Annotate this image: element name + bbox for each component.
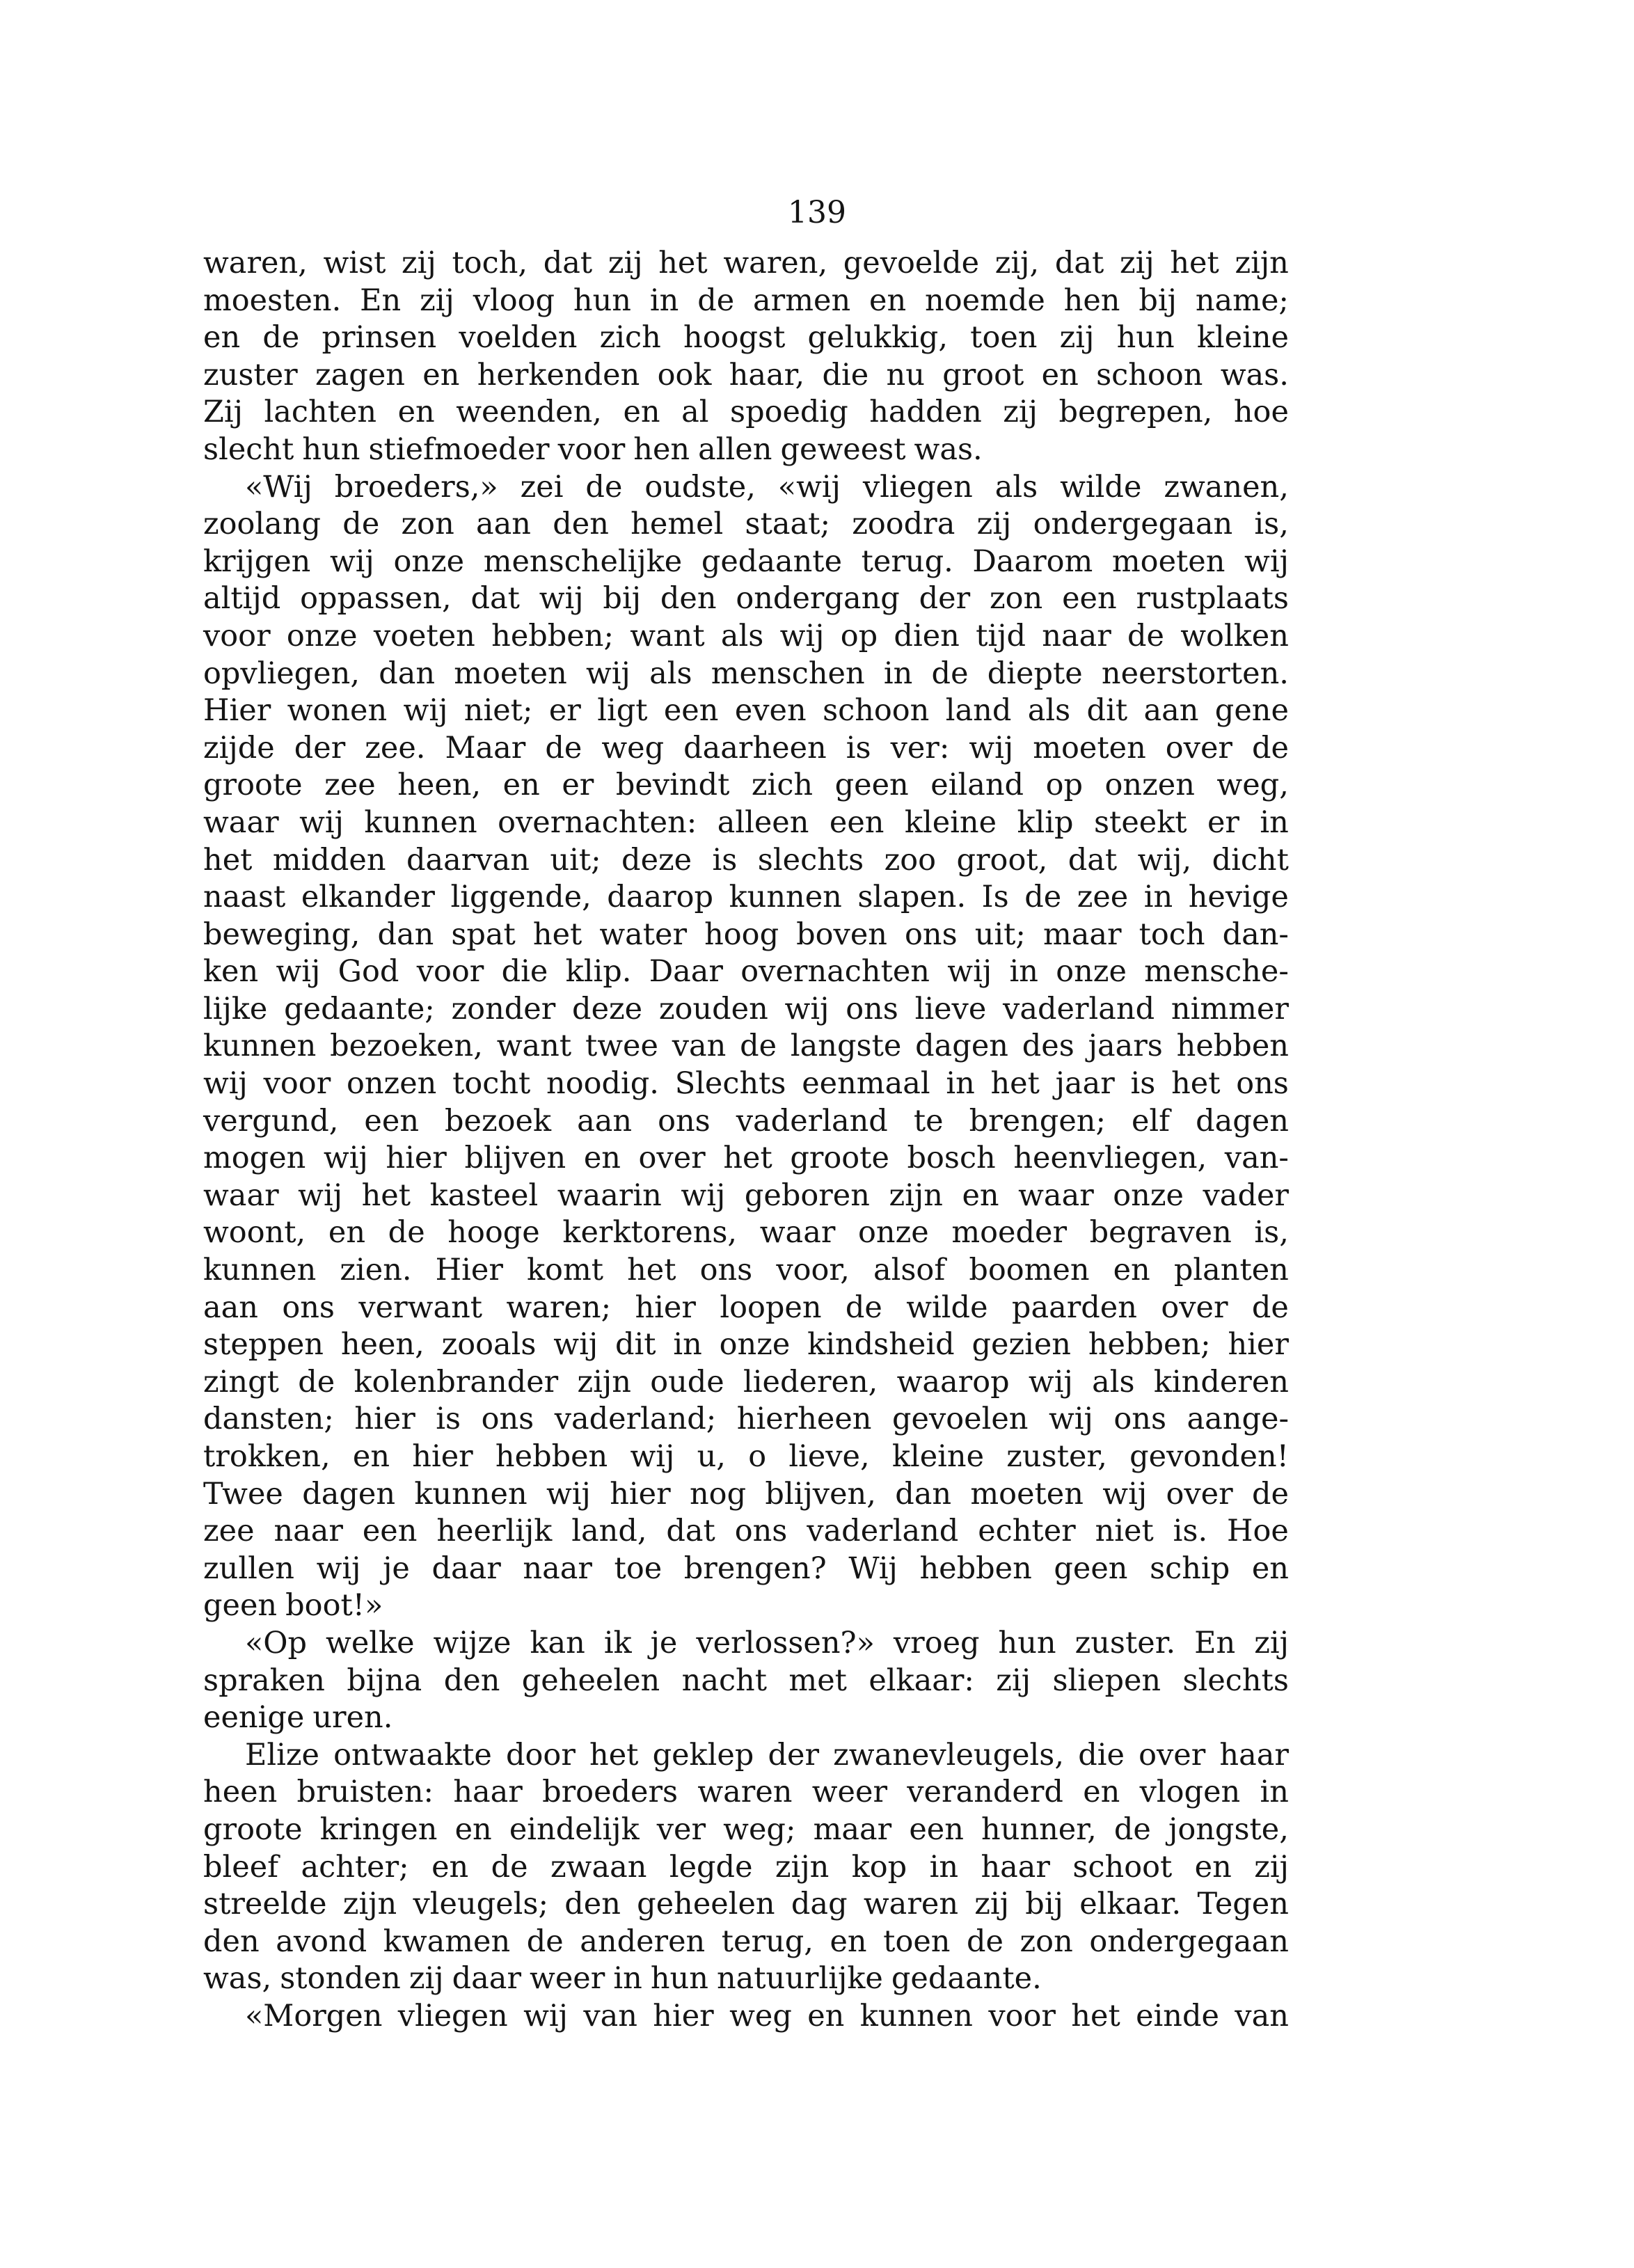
text-line: moesten. En zij vloog hun in de armen en noemde hen bij name;: [203, 283, 1289, 318]
text-line: spraken bijna den geheelen nacht met elkaar: zij sliepen slechts: [203, 1663, 1289, 1698]
text-line: aan ons verwant waren; hier loopen de wilde paarden over de: [203, 1290, 1289, 1325]
text-line: voor onze voeten hebben; want als wij op dien tijd naar de wolken: [203, 618, 1289, 653]
text-line: waren, wist zij toch, dat zij het waren, gevoelde zij, dat zij het zijn: [203, 246, 1289, 280]
page-number: 139: [788, 195, 846, 230]
text-line: zuster zagen en herkenden ook haar, die nu groot en schoon was.: [203, 357, 1289, 392]
text-line: waar wij kunnen overnachten: alleen een kleine klip steekt er in: [203, 804, 1289, 840]
text-line: altijd oppassen, dat wij bij den ondergang der zon een rustplaats: [203, 581, 1289, 617]
text-line: waar wij het kasteel waarin wij geboren zijn en waar onze vader: [203, 1177, 1289, 1213]
text-line: bleef achter; en de zwaan legde zijn kop in haar schoot en zij: [203, 1849, 1289, 1885]
text-line: naast elkander liggende, daarop kunnen slapen. Is de zee in hevige: [203, 880, 1289, 915]
text-line: dansten; hier is ons vaderland; hierheen gevoelen wij ons aange-: [203, 1402, 1289, 1437]
text-line: zoolang de zon aan den hemel staat; zoodra zij ondergegaan is,: [203, 507, 1289, 542]
text-line: zingt de kolenbrander zijn oude liederen, waarop wij als kinderen: [203, 1364, 1289, 1399]
text-line: kunnen bezoeken, want twee van de langste dagen des jaars hebben: [203, 1029, 1289, 1064]
text-line: was, stonden zij daar weer in hun natuurlijke gedaante.: [203, 1961, 1042, 1997]
text-line: en de prinsen voelden zich hoogst gelukkig, toen zij hun kleine: [203, 320, 1289, 356]
text-line: eenige uren.: [203, 1700, 393, 1736]
text-line: lijke gedaante; zonder deze zouden wij ons lieve vaderland nimmer: [203, 991, 1289, 1026]
body-text: [203, 245, 1289, 2036]
text-line: mogen wij hier blijven en over het groote bosch heenvliegen, van-: [203, 1141, 1289, 1176]
text-line: krijgen wij onze menschelijke gedaante terug. Daarom moeten wij: [203, 544, 1289, 579]
text-line: zijde der zee. Maar de weg daarheen is ver: wij moeten over de: [203, 730, 1289, 766]
text-line: streelde zijn vleugels; den geheelen dag waren zij bij elkaar. Tegen: [203, 1887, 1289, 1922]
text-line: woont, en de hooge kerktorens, waar onze moeder begraven is,: [203, 1215, 1289, 1251]
text-line: trokken, en hier hebben wij u, o lieve, kleine zuster, gevonden!: [203, 1439, 1289, 1474]
text-line: zee naar een heerlijk land, dat ons vaderland echter niet is. Hoe: [203, 1514, 1289, 1549]
text-line: Twee dagen kunnen wij hier nog blijven, dan moeten wij over de: [203, 1476, 1289, 1512]
text-line: steppen heen, zooals wij dit in onze kindsheid gezien hebben; hier: [203, 1327, 1289, 1363]
text-line: heen bruisten: haar broeders waren weer veranderd en vlogen in: [203, 1775, 1289, 1810]
text-line: «Wij broeders,» zei de oudste, «wij vliegen als wilde zwanen,: [245, 469, 1289, 505]
text-line: groote zee heen, en er bevindt zich geen eiland op onzen weg,: [203, 768, 1289, 803]
text-line: den avond kwamen de anderen terug, en toen de zon ondergegaan: [203, 1924, 1289, 1959]
text-line: wij voor onzen tocht noodig. Slechts eenmaal in het jaar is het ons: [203, 1066, 1289, 1102]
text-line: geen boot!»: [203, 1588, 383, 1624]
text-line: opvliegen, dan moeten wij als menschen in de diepte neerstorten.: [203, 656, 1289, 691]
text-line: slecht hun stiefmoeder voor hen allen geweest was.: [203, 431, 983, 467]
text-line: vergund, een bezoek aan ons vaderland te brengen; elf dagen: [203, 1103, 1289, 1139]
text-line: het midden daarvan uit; deze is slechts zoo groot, dat wij, dicht: [203, 842, 1289, 878]
text-line: beweging, dan spat het water hoog boven ons uit; maar toch dan-: [203, 917, 1289, 952]
text-line: «Morgen vliegen wij van hier weg en kunnen voor het einde van: [245, 1998, 1289, 2033]
text-line: Zij lachten en weenden, en al spoedig hadden zij begrepen, hoe: [203, 395, 1289, 430]
text-line: zullen wij je daar naar toe brengen? Wij hebben geen schip en: [203, 1551, 1289, 1586]
text-line: Hier wonen wij niet; er ligt een even schoon land als dit aan gene: [203, 693, 1289, 729]
text-line: «Op welke wijze kan ik je verlossen?» vroeg hun zuster. En zij: [245, 1625, 1289, 1660]
text-line: Elize ontwaakte door het geklep der zwanevleugels, die over haar: [245, 1737, 1289, 1773]
text-line: ken wij God voor die klip. Daar overnachten wij in onze mensche-: [203, 954, 1289, 990]
text-line: groote kringen en eindelijk ver weg; maar een hunner, de jongste,: [203, 1811, 1289, 1847]
text-line: kunnen zien. Hier komt het ons voor, alsof boomen en planten: [203, 1253, 1289, 1288]
